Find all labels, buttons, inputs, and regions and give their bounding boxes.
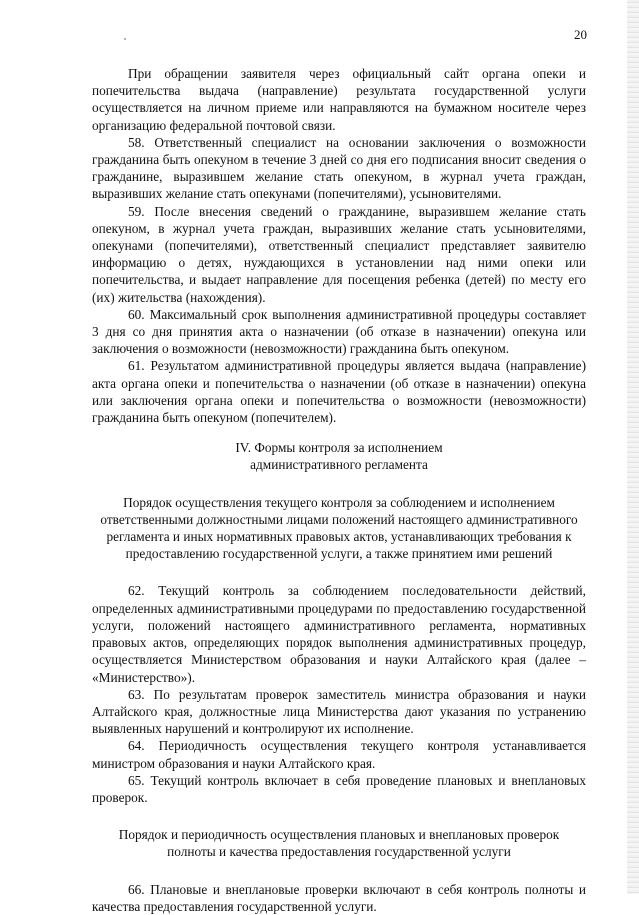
document-body — [92, 65, 586, 915]
paragraph-63: 63. По результатам проверок заместитель министра образования и науки Алтайского края, должностные лица Министерства дают указания по устранению выявленных нарушений и контролируют их исполнение. — [92, 686, 586, 737]
paragraph-58: 58. Ответственный специалист на основании заключения о возможности гражданина быть опекуном в течение 3 дней со дня его подписания вносит сведения о гражданине, выразившем желание стать опекуном, в журнал учета граждан, выразивших желание стать опекунами (попечителями), усыновителями. — [92, 134, 586, 202]
subheading-current-control: Порядок осуществления текущего контроля за соблюдением и исполнением ответственными должностными лицами положений настоящего административного регламента и иных нормативных правовых актов, устанавливающих требования к предоставлению государственной услуги, а также принятием ими решений — [100, 494, 578, 562]
section-heading: IV. Формы контроля за исполнением административного регламента — [235, 440, 443, 473]
paragraph-60: 60. Максимальный срок выполнения административной процедуры составляет 3 дня со дня принятия акта о назначении (об отказе в назначении) опекуна или заключения о возможности (невозможности) гражданина быть опекуном. — [92, 306, 586, 357]
subheading-inspections: Порядок и периодичность осуществления плановых и внеплановых проверок полноты и качества предоставления государственной услуги — [118, 827, 560, 860]
paragraph-64: 64. Периодичность осуществления текущего контроля устанавливается министром образования и науки Алтайского края. — [92, 738, 586, 771]
paragraph-61: 61. Результатом административной процедуры является выдача (направление) акта органа опеки и попечительства о назначении (об отказе в назначении) опекуна или заключения органа опеки и попечительства о возможности (невозможности) гражданина быть опекуном (попечителем). — [92, 358, 586, 426]
paragraph-66: 66. Плановые и внеплановые проверки включают в себя контроль полноты и качества предоставления государственной услуги. — [92, 881, 586, 914]
paragraph-59: 59. После внесения сведений о гражданине, выразившем желание стать опекуном, в журнал учета граждан, выразивших желание стать усыновителями, опекунами (попечителями), ответственный специалист представляет заявителю информацию о детях, нуждающихся в установлении над ними опеки или попечительства, и выдает направление для посещения ребенка (детей) по месту его (их) жительства (нахождения). — [92, 203, 586, 305]
page-number: 20 — [574, 27, 587, 42]
paragraph-65: 65. Текущий контроль включает в себя проведение плановых и внеплановых проверок. — [92, 772, 586, 805]
scan-speck — [124, 38, 126, 40]
paragraph-intro: При обращении заявителя через официальный сайт органа опеки и попечительства выдача (направление) результата государственной услуги осуществляется на личном приеме или направляются на бумажном носителе через организацию федеральной почтовой связи. — [92, 66, 586, 133]
paragraph-62: 62. Текущий контроль за соблюдением последовательности действий, определенных административными процедурами по предоставлению государственной услуги, положений настоящего административного регламента, нормативных правовых актов, определяющих порядок выполнения административных процедур, осуществляется Министерством образования и науки Алтайского края (далее – «Министерство»). — [92, 583, 586, 685]
scan-edge — [627, 0, 639, 894]
